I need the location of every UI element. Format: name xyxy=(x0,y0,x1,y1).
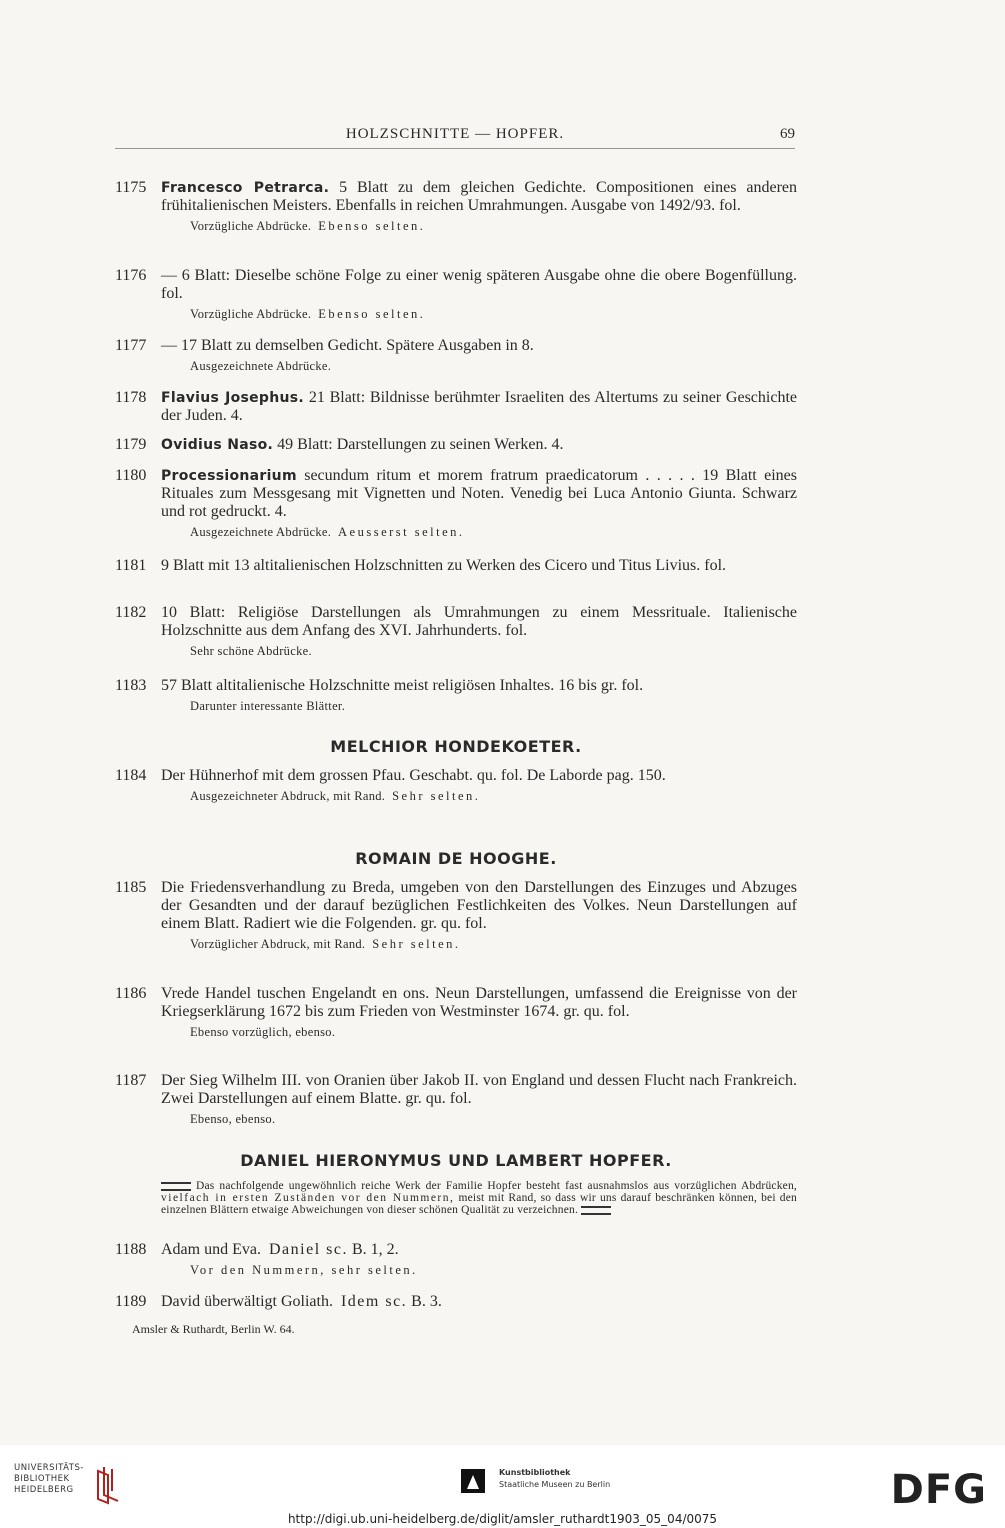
note-rarity: Ebenso selten. xyxy=(318,307,426,321)
intro-text: Das nachfolgende ungewöhnlich reiche Werk der Familie Hopfer besteht fast ausnahmslos aus vorzüglichen Abdrücken, xyxy=(195,1180,797,1192)
entry-number: 1186 xyxy=(115,985,147,1002)
section-intro xyxy=(161,1180,797,1216)
entry-note xyxy=(190,788,797,804)
heidelberg-library-logo[interactable] xyxy=(14,1463,134,1513)
page-number: 69 xyxy=(780,126,795,142)
note-quality: Vorzügliche Abdrücke. xyxy=(190,219,312,233)
entry-note xyxy=(190,1262,797,1278)
entry-description: 5 Blatt zu dem gleichen Gedichte. Compositionen eines anderen frühitalienischen Meisters. Ebenfalls in reichen Umrahmungen. Ausgabe von 1492/93. fol. xyxy=(161,179,798,214)
entry-description: Die Friedensverhandlung zu Breda, umgeben von den Darstellungen des Einzuges und Abzuges der Gesandten und der darauf bezüglichen Festlichkeiten des Volkes. Neun Darstellungen auf einem Blatt. Radiert wie die Folgenden. gr. qu. fol. xyxy=(161,879,797,932)
library-name-line: HEIDELBERG xyxy=(14,1485,74,1495)
entry-artist: Daniel sc. xyxy=(268,1241,348,1258)
catalog-entry xyxy=(115,1241,797,1278)
note-rarity: Ebenso selten. xyxy=(318,219,426,233)
entry-text xyxy=(161,1241,797,1259)
entry-name: Flavius Josephus. xyxy=(161,390,305,406)
entry-description: secundum ritum et morem fratrum praedicatorum . . . . . 19 Blatt eines Rituales zum Messgesang mit Vignetten und Noten. Venedig bei Luca Antonio Giunta. Schwarz und rot gedruckt. 4. xyxy=(161,467,797,520)
entry-description: 57 Blatt altitalienische Holzschnitte meist religiösen Inhaltes. 16 bis gr. fol. xyxy=(161,677,644,694)
entry-note xyxy=(190,698,797,714)
note-rarity: Sehr selten. xyxy=(392,789,481,803)
entry-text xyxy=(161,389,797,425)
publisher-imprint: Amsler & Ruthardt, Berlin W. 64. xyxy=(132,1322,295,1336)
entry-number: 1176 xyxy=(115,267,147,284)
kunstbibliothek-logo[interactable] xyxy=(459,1465,619,1505)
entry-note xyxy=(190,643,797,659)
entry-description: Adam und Eva. xyxy=(161,1241,261,1258)
note-quality: Ausgezeichnete Abdrücke. xyxy=(190,359,332,373)
note-rarity: Sehr selten. xyxy=(372,937,461,951)
entry-name: Ovidius Naso. xyxy=(161,437,274,453)
entry-number: 1178 xyxy=(115,389,147,406)
double-rule-right xyxy=(581,1206,611,1215)
digitization-footer xyxy=(0,1445,1005,1528)
entry-text xyxy=(161,337,797,355)
entry-reference: B. 3. xyxy=(407,1293,442,1310)
catalog-entry xyxy=(115,767,797,804)
note-rarity: Vor den Nummern, sehr selten. xyxy=(190,1263,418,1277)
entry-description: 10 Blatt: Religiöse Darstellungen als Umrahmungen zu einem Messrituale. Italienische Holzschnitte aus dem Anfang des XVI. Jahrhunderts. fol. xyxy=(161,604,797,639)
entry-text xyxy=(161,267,797,303)
catalog-entry xyxy=(115,337,797,374)
entry-number: 1187 xyxy=(115,1072,147,1089)
running-title: HOLZSCHNITTE — HOPFER. xyxy=(345,126,565,142)
note-quality: Ausgezeichneter Abdruck, mit Rand. xyxy=(190,789,386,803)
catalog-entry xyxy=(115,1293,797,1311)
note-quality: Ausgezeichnete Abdrücke. xyxy=(190,525,332,539)
permalink-url[interactable]: http://digi.ub.uni-heidelberg.de/diglit/amsler_ruthardt1903_05_04/0075 xyxy=(287,1512,718,1526)
catalog-entry xyxy=(115,557,797,575)
catalog-entry xyxy=(115,1072,797,1127)
entry-number: 1181 xyxy=(115,557,147,574)
catalog-entry xyxy=(115,436,797,454)
intro-text-spaced: vielfach in ersten Zuständen vor den Nummern, xyxy=(161,1192,455,1204)
entry-text xyxy=(161,677,797,695)
entry-text xyxy=(161,1072,797,1108)
entry-description: 9 Blatt mit 13 altitalienischen Holzschnitten zu Werken des Cicero und Titus Livius. fol. xyxy=(161,557,727,574)
entry-number: 1179 xyxy=(115,436,147,453)
kunstbibliothek-title: Kunstbibliothek xyxy=(499,1468,571,1477)
kunstbibliothek-name xyxy=(499,1467,610,1491)
entry-text xyxy=(161,879,797,933)
entry-description: 49 Blatt: Darstellungen zu seinen Werken. 4. xyxy=(273,436,564,453)
entry-description: David überwältigt Goliath. xyxy=(161,1293,333,1310)
entry-number: 1184 xyxy=(115,767,147,784)
entry-text xyxy=(161,767,797,785)
library-name xyxy=(14,1463,84,1496)
entry-name: Francesco Petrarca. xyxy=(161,180,330,196)
catalog-entry xyxy=(115,604,797,659)
section-heading: ROMAIN DE HOOGHE. xyxy=(355,849,557,868)
entry-note xyxy=(190,358,797,374)
entry-text xyxy=(161,436,797,454)
entry-text xyxy=(161,467,797,521)
library-name-line: UNIVERSITÄTS- xyxy=(14,1463,84,1473)
catalog-entry xyxy=(115,677,797,714)
entry-number: 1183 xyxy=(115,677,147,694)
note-quality: Ebenso, ebenso. xyxy=(190,1112,276,1126)
entry-number: 1180 xyxy=(115,467,147,484)
note-quality: Ebenso vorzüglich, ebenso. xyxy=(190,1025,336,1039)
entry-note xyxy=(190,306,797,322)
running-header xyxy=(115,126,795,149)
kunstbibliothek-subtitle: Staatliche Museen zu Berlin xyxy=(499,1480,611,1489)
entry-note xyxy=(190,1024,797,1040)
dfg-logo[interactable]: DFG xyxy=(890,1467,987,1513)
entry-description: Vrede Handel tuschen Engelandt en ons. Neun Darstellungen, umfassend die Ereignisse von der Kriegserklärung 1672 bis zum Frieden von Westminster 1674. gr. qu. fol. xyxy=(161,985,797,1020)
kunstbibliothek-mark-icon xyxy=(459,1467,487,1495)
catalog-entry xyxy=(115,879,797,952)
entry-number: 1177 xyxy=(115,337,147,354)
entry-name: Processionarium xyxy=(161,468,297,484)
entry-number: 1189 xyxy=(115,1293,147,1310)
note-quality: Vorzügliche Abdrücke. xyxy=(190,307,312,321)
entry-description: — 17 Blatt zu demselben Gedicht. Spätere Ausgaben in 8. xyxy=(161,337,534,354)
library-mark-icon xyxy=(94,1465,124,1505)
entry-note xyxy=(190,1111,797,1127)
note-quality: Sehr schöne Abdrücke. xyxy=(190,644,312,658)
section-heading: MELCHIOR HONDEKOETER. xyxy=(330,737,582,756)
entry-number: 1175 xyxy=(115,179,147,196)
entry-number: 1188 xyxy=(115,1241,147,1258)
entry-description: Der Hühnerhof mit dem grossen Pfau. Geschabt. qu. fol. De Laborde pag. 150. xyxy=(161,767,666,784)
double-rule-left xyxy=(161,1182,191,1191)
catalog-entry xyxy=(115,985,797,1040)
entry-number: 1182 xyxy=(115,604,147,621)
section-heading: DANIEL HIERONYMUS UND LAMBERT HOPFER. xyxy=(240,1151,672,1170)
entry-description: — 6 Blatt: Dieselbe schöne Folge zu einer wenig späteren Ausgabe ohne die obere Bogenfüllung. fol. xyxy=(161,267,797,302)
entry-number: 1185 xyxy=(115,879,147,896)
entry-description: Der Sieg Wilhelm III. von Oranien über Jakob II. von England und dessen Flucht nach Frankreich. Zwei Darstellungen auf einem Blatte. gr. qu. fol. xyxy=(161,1072,797,1107)
entry-note xyxy=(190,218,797,234)
note-quality: Vorzüglicher Abdruck, mit Rand. xyxy=(190,937,366,951)
entry-text xyxy=(161,1293,797,1311)
catalog-entry xyxy=(115,389,797,425)
entry-note xyxy=(190,936,797,952)
entry-text xyxy=(161,604,797,640)
entry-text xyxy=(161,557,797,575)
note-quality: Darunter interessante Blätter. xyxy=(190,699,346,713)
entry-text xyxy=(161,179,797,215)
library-name-line: BIBLIOTHEK xyxy=(14,1474,70,1484)
catalog-entry xyxy=(115,179,797,234)
catalog-entry xyxy=(115,467,797,540)
note-rarity: Aeusserst selten. xyxy=(338,525,465,539)
entry-artist: Idem sc. xyxy=(340,1293,408,1310)
catalog-entry xyxy=(115,267,797,322)
entry-reference: B. 1, 2. xyxy=(347,1241,399,1258)
intro-text-tail: meist mit Rand, so dass wir uns darauf beschränken können, bei den einzelnen Blättern etwaige Abweichungen von dieser schönen Qualität zu verzeichnen. xyxy=(161,1192,798,1216)
entry-description: 21 Blatt: Bildnisse berühmter Israeliten des Altertums zu seiner Geschichte der Juden. 4. xyxy=(161,389,797,424)
entry-text xyxy=(161,985,797,1021)
entry-note xyxy=(190,524,797,540)
